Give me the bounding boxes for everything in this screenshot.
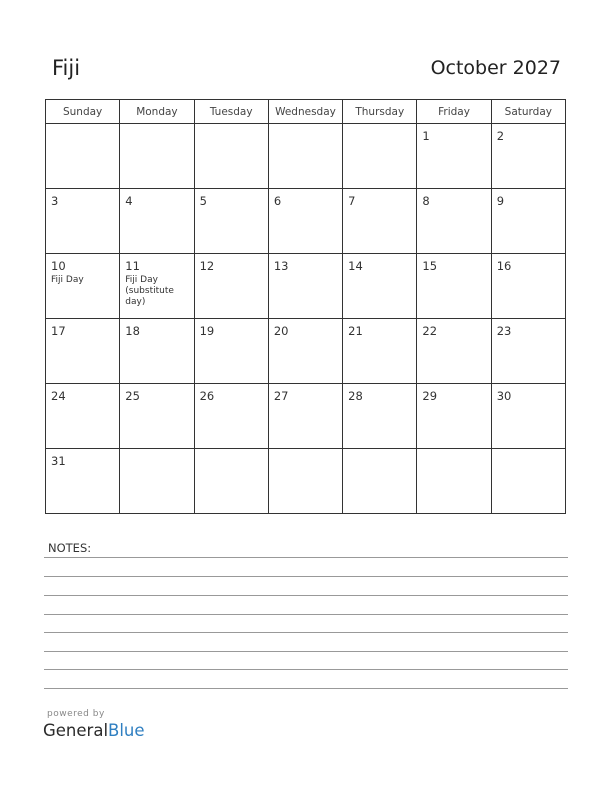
calendar-day-cell[interactable] <box>194 124 268 189</box>
note-line <box>44 688 568 689</box>
weekday-friday: Friday <box>417 100 491 124</box>
calendar-day-cell[interactable] <box>343 124 417 189</box>
calendar-day-cell[interactable] <box>120 124 194 189</box>
powered-by-text: powered by <box>47 709 105 719</box>
calendar-day-cell[interactable] <box>120 449 194 514</box>
holiday-label: Fiji Day <box>51 275 84 285</box>
day-number: 14 <box>348 259 363 273</box>
day-number: 6 <box>273 194 282 208</box>
calendar-day-cell[interactable] <box>417 124 491 189</box>
calendar-day-cell[interactable] <box>268 254 342 319</box>
calendar-day-cell[interactable] <box>268 319 342 384</box>
calendar-day-cell[interactable] <box>194 319 268 384</box>
calendar-day-cell[interactable] <box>343 449 417 514</box>
day-number: 27 <box>273 389 289 403</box>
calendar-day-cell[interactable] <box>491 189 565 254</box>
calendar-day-cell[interactable] <box>268 189 342 254</box>
weekday-monday: Monday <box>120 100 194 124</box>
day-number: 24 <box>51 389 66 403</box>
weekday-saturday: Saturday <box>491 100 565 124</box>
calendar-day-cell[interactable] <box>46 189 120 254</box>
calendar-day-cell[interactable] <box>194 254 268 319</box>
note-line <box>44 576 568 577</box>
day-number: 20 <box>273 324 289 338</box>
calendar-day-cell[interactable] <box>120 189 194 254</box>
calendar-day-cell[interactable] <box>194 189 268 254</box>
day-number: 25 <box>125 389 140 403</box>
note-line <box>44 595 568 596</box>
calendar-day-cell[interactable] <box>417 189 491 254</box>
day-number: 22 <box>422 324 438 338</box>
note-line <box>44 614 568 615</box>
calendar-day-cell[interactable] <box>491 384 565 449</box>
day-number: 7 <box>348 194 356 208</box>
calendar-day-cell[interactable] <box>343 254 417 319</box>
calendar-day-cell[interactable] <box>120 254 194 319</box>
day-number: 31 <box>51 454 66 468</box>
calendar-day-cell[interactable] <box>194 449 268 514</box>
day-number: 8 <box>422 194 430 208</box>
day-number: 29 <box>422 389 438 403</box>
day-number: 3 <box>51 194 59 208</box>
calendar-day-cell[interactable] <box>268 124 342 189</box>
calendar-day-cell[interactable] <box>343 189 417 254</box>
calendar-day-cell[interactable] <box>491 254 565 319</box>
day-number: 4 <box>125 194 133 208</box>
calendar-week-row <box>46 384 566 449</box>
calendar-day-cell[interactable] <box>46 124 120 189</box>
calendar-day-cell[interactable] <box>343 319 417 384</box>
day-number: 18 <box>125 324 140 338</box>
day-number: 23 <box>496 324 512 338</box>
calendar-week-row <box>46 189 566 254</box>
calendar-day-cell[interactable] <box>194 384 268 449</box>
day-number: 16 <box>496 259 512 273</box>
month-year-title: October 2027 <box>430 57 561 79</box>
calendar-day-cell[interactable] <box>268 449 342 514</box>
day-number: 19 <box>199 324 215 338</box>
note-line <box>44 651 568 652</box>
calendar-week-row <box>46 449 566 514</box>
calendar-day-cell[interactable] <box>268 384 342 449</box>
weekday-tuesday: Tuesday <box>194 100 268 124</box>
brand-general: General <box>43 721 109 740</box>
note-line <box>44 632 568 633</box>
weekday-wednesday: Wednesday <box>268 100 342 124</box>
note-line <box>44 669 568 670</box>
calendar-day-cell[interactable] <box>417 254 491 319</box>
calendar-day-cell[interactable] <box>120 319 194 384</box>
day-number: 5 <box>199 194 207 208</box>
calendar-day-cell[interactable] <box>46 254 120 319</box>
calendar-day-cell[interactable] <box>120 384 194 449</box>
calendar-week-row <box>46 124 566 189</box>
day-number: 30 <box>496 389 512 403</box>
day-number: 21 <box>348 324 363 338</box>
brand-blue: Blue <box>108 721 145 740</box>
day-number: 10 <box>51 259 66 273</box>
calendar-week-row <box>46 254 566 319</box>
calendar-week-row <box>46 319 566 384</box>
notes-label: NOTES: <box>48 541 92 555</box>
calendar-day-cell[interactable] <box>417 319 491 384</box>
day-number: 17 <box>51 324 66 338</box>
day-number: 12 <box>199 259 215 273</box>
day-number: 26 <box>199 389 215 403</box>
note-line <box>44 557 568 558</box>
country-title: Fiji <box>52 56 81 80</box>
calendar-day-cell[interactable] <box>46 384 120 449</box>
calendar-day-cell[interactable] <box>417 449 491 514</box>
day-number: 1 <box>422 129 430 143</box>
calendar-day-cell[interactable] <box>491 449 565 514</box>
calendar-day-cell[interactable] <box>46 319 120 384</box>
calendar-grid <box>45 99 566 514</box>
day-number: 28 <box>348 389 363 403</box>
day-number: 2 <box>496 129 505 143</box>
weekday-header-row <box>46 100 566 124</box>
calendar-day-cell[interactable] <box>417 384 491 449</box>
day-number: 15 <box>422 259 438 273</box>
calendar-day-cell[interactable] <box>343 384 417 449</box>
day-number: 13 <box>273 259 289 273</box>
day-number: 11 <box>125 259 140 273</box>
calendar-day-cell[interactable] <box>46 449 120 514</box>
weekday-sunday: Sunday <box>46 100 120 124</box>
holiday-label: Fiji Day (substitute day) <box>125 275 174 307</box>
day-number: 9 <box>496 194 505 208</box>
calendar-day-cell[interactable] <box>491 319 565 384</box>
generalblue-logo[interactable] <box>43 721 145 740</box>
calendar-day-cell[interactable] <box>491 124 565 189</box>
weekday-thursday: Thursday <box>343 100 417 124</box>
